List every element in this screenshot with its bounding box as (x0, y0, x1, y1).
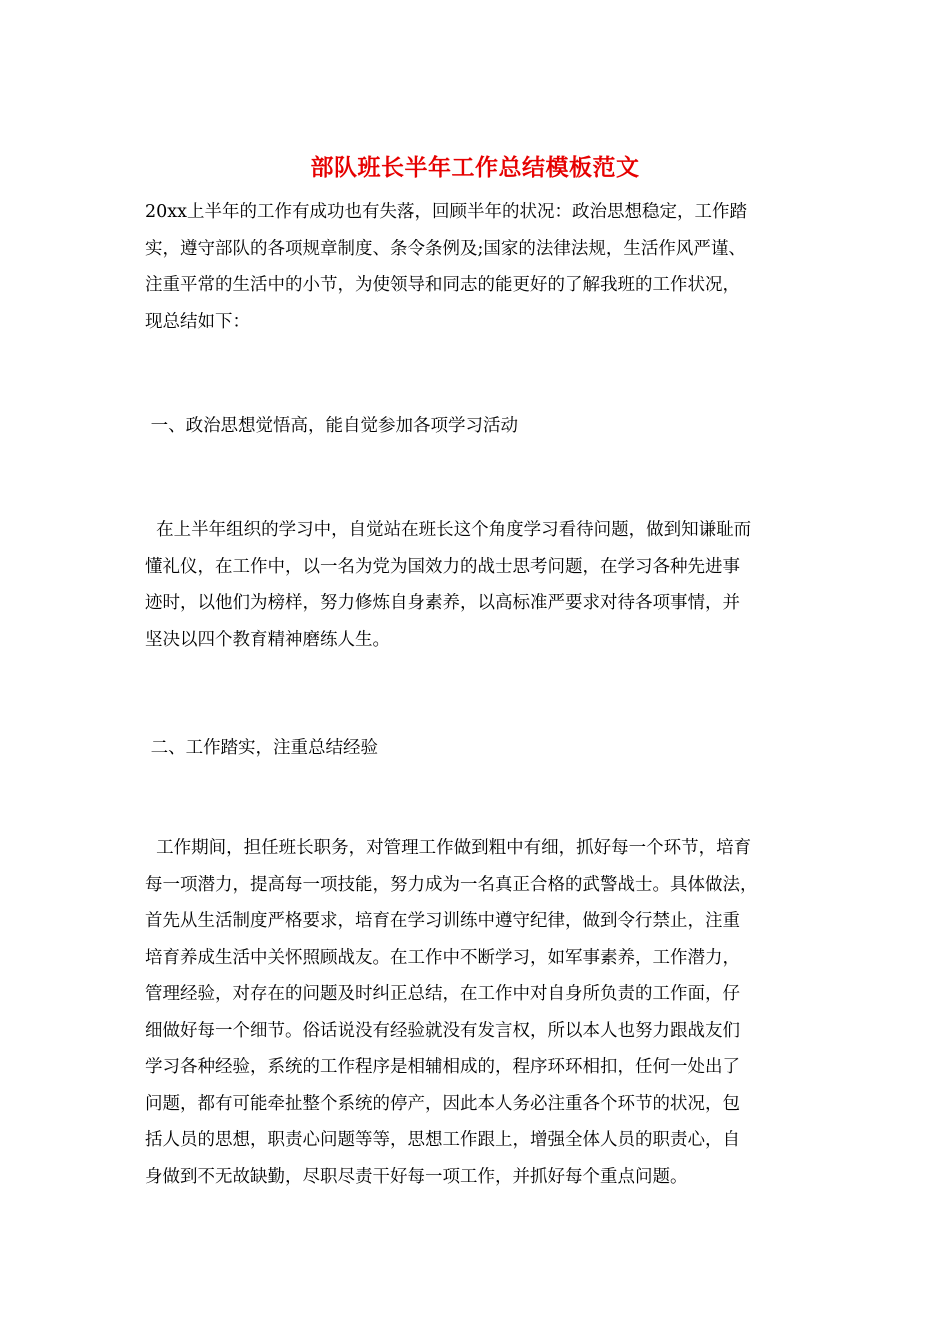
paragraph-line: 问题，都有可能牵扯整个系统的停产，因此本人务必注重各个环节的状况，包 (145, 1093, 740, 1114)
section-heading-2 (145, 730, 807, 767)
intro-line: 现总结如下： (145, 311, 250, 332)
intro-line: 实，遵守部队的各项规章制度、条令条例及;国家的法律法规，生活作风严谨、 (145, 238, 746, 259)
section-heading-text: 二、工作踏实，注重总结经验 (145, 738, 379, 758)
paragraph-line: 细做好每一个细节。俗话说没有经验就没有发言权，所以本人也努力跟战友们 (145, 1020, 740, 1041)
paragraph-line: 培育养成生活中关怀照顾战友。在工作中不断学习，如军事素养，工作潜力， (145, 947, 740, 968)
paragraph-line: 首先从生活制度严格要求，培育在学习训练中遵守纪律，做到令行禁止，注重 (145, 911, 740, 931)
paragraph-line: 坚决以四个教育精神磨练人生。 (145, 629, 390, 650)
section-heading-text: 一、政治思想觉悟高，能自觉参加各项学习活动 (145, 416, 519, 436)
paragraph-line: 懂礼仪，在工作中，以一名为党为国效力的战士思考问题，在学习各种先进事 (145, 556, 740, 577)
paragraph-line: 工作期间，担任班长职务，对管理工作做到粗中有细，抓好每一个环节，培育 (145, 838, 752, 858)
intro-line: 注重平常的生活中的小节，为使领导和同志的能更好的了解我班的工作状况， (145, 275, 740, 295)
paragraph-line: 身做到不无故缺勤，尽职尽责干好每一项工作，并抓好每个重点问题。 (145, 1166, 688, 1187)
paragraph-line: 每一项潜力，提高每一项技能，努力成为一名真正合格的武警战士。具体做法， (145, 874, 758, 895)
paragraph-line: 迹时，以他们为榜样，努力修炼自身素养，以高标准严要求对待各项事情，并 (145, 593, 740, 613)
paragraph-line: 管理经验，对存在的问题及时纠正总结，在工作中对自身所负责的工作面，仔 (145, 984, 740, 1004)
document-title: 部队班长半年工作总结模板范文 (310, 154, 640, 181)
intro-line: 20xx上半年的工作有成功也有失落，回顾半年的状况：政治思想稳定，工作踏 (145, 202, 748, 222)
intro-paragraph (145, 194, 807, 340)
section-heading-1 (145, 408, 807, 445)
section-1-paragraph (145, 512, 807, 658)
paragraph-line: 括人员的思想，职责心问题等等，思想工作跟上，增强全体人员的职责心，自 (145, 1130, 740, 1150)
paragraph-line: 学习各种经验，系统的工作程序是相辅相成的，程序环环相扣，任何一处出了 (145, 1057, 740, 1077)
section-2-paragraph (145, 830, 807, 1195)
paragraph-line: 在上半年组织的学习中，自觉站在班长这个角度学习看待问题，做到知谦耻而 (145, 520, 752, 540)
